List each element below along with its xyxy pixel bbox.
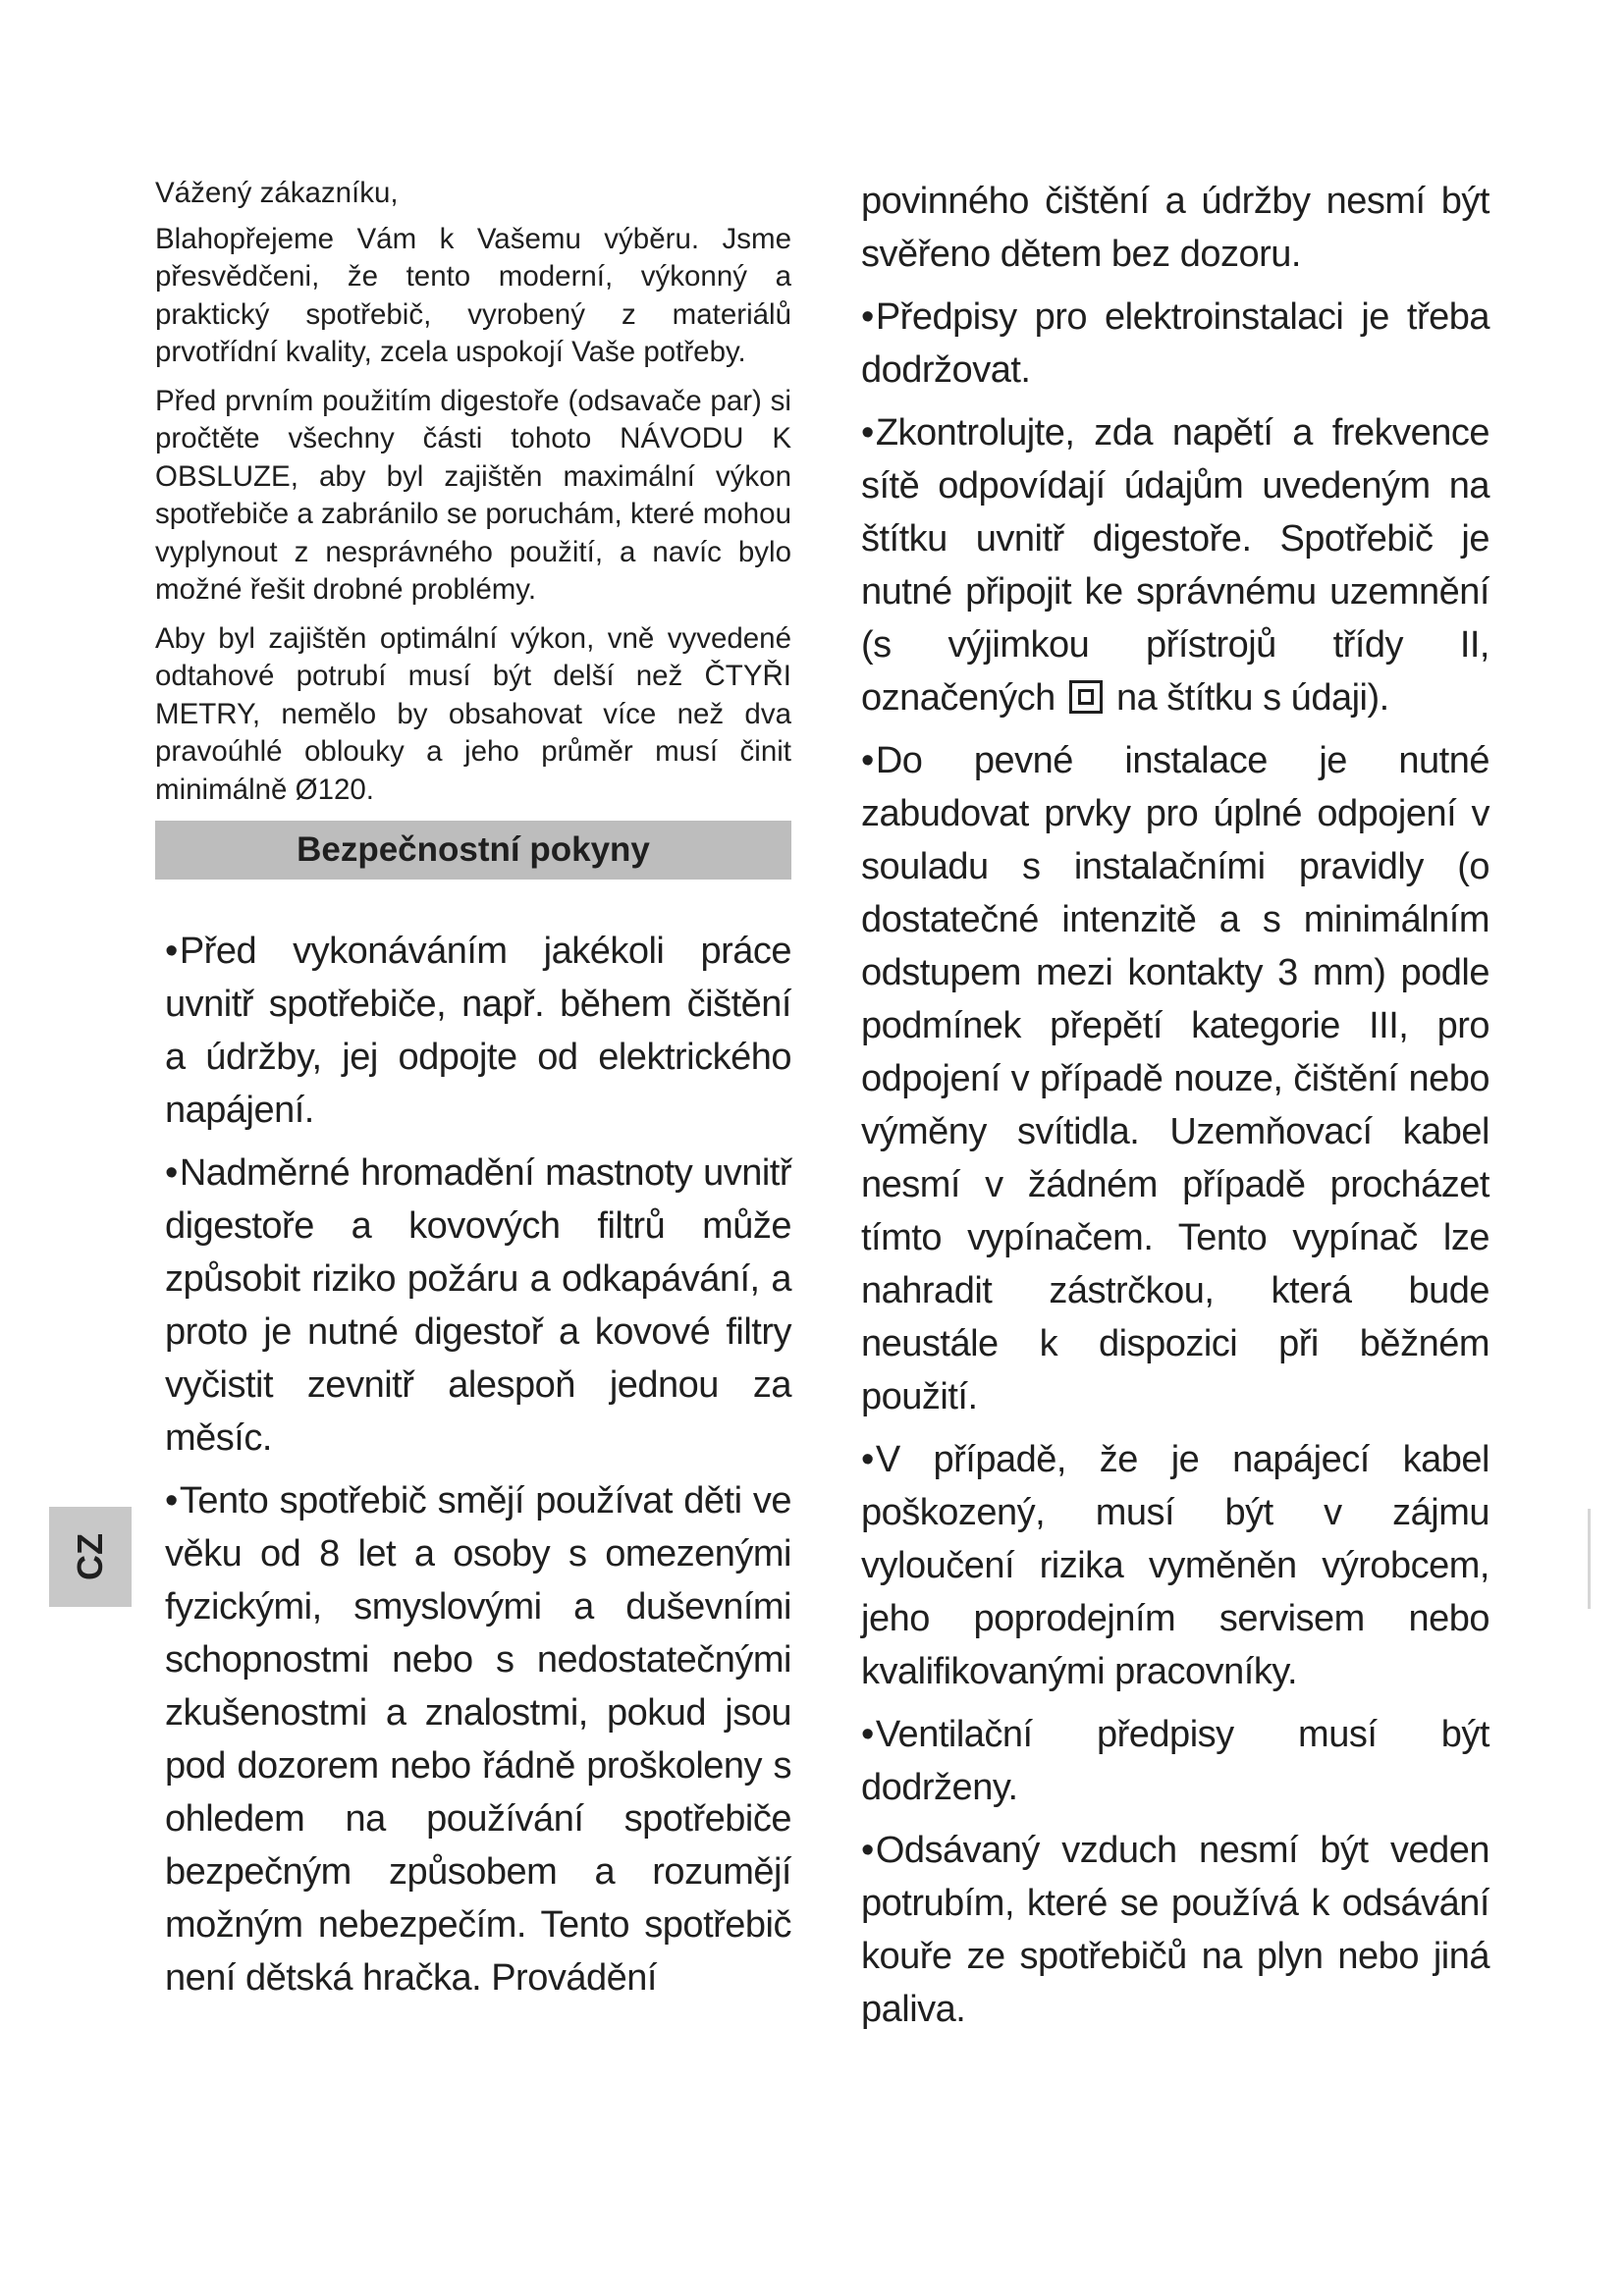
bullet-icon: • xyxy=(861,1439,874,1480)
bullet-text: Ventilační předpisy musí být dodrženy. xyxy=(861,1714,1489,1808)
bullet-text: Do pevné instalace je nutné zabudovat prvky pro úplné odpojení v souladu s instalačními pravidly (o dostatečné intenzitě a s minimálním odstupem mezi kontakty 3 mm) podle podmínek přepětí kategorie III, pro odpojení v případě nouze, čištění nebo výměny svítidla. Uzemňovací kabel nesmí v žádném případě procházet tímto vypínačem. Tento vypínač lze nahradit zástrčkou, která bude neustále k dispozici při běžném použití. xyxy=(861,740,1489,1417)
section-title: Bezpečnostní pokyny xyxy=(297,830,650,869)
bullet-item xyxy=(165,925,791,1137)
bullet-item xyxy=(165,1474,791,2004)
bullet-icon: • xyxy=(165,1152,178,1194)
bullet-icon: • xyxy=(165,931,178,972)
bullet-icon: • xyxy=(861,740,874,781)
bullet-text: Nadměrné hromadění mastnoty uvnitř digestoře a kovových filtrů může způsobit riziko požáru a odkapávání, a proto je nutné digestoř a kovové filtry vyčistit zevnitř alespoň jednou za měsíc. xyxy=(165,1152,791,1459)
double-square-icon xyxy=(1069,680,1103,714)
bullet-icon: • xyxy=(165,1480,178,1522)
safety-bullets-left xyxy=(155,925,791,2004)
bullet-icon: • xyxy=(861,1830,874,1871)
right-column xyxy=(861,175,1489,2046)
bullet-icon: • xyxy=(861,296,874,338)
bullet-text: Zkontrolujte, zda napětí a frekvence sítě odpovídají údajům uvedeným na štítku uvnitř digestoře. Spotřebič je nutné připojit ke správnému uzemnění (s výjimkou přístrojů třídy II, označených xyxy=(861,412,1489,719)
intro-paragraph-3: Aby byl zajištěn optimální výkon, vně vyvedené odtahové potrubí musí být delší než ČTYŘI METRY, nemělo by obsahovat více než dva pravoúhlé oblouky a jeho průměr musí činit minimálně Ø120. xyxy=(155,621,791,806)
page-edge-marker xyxy=(1588,1509,1591,1609)
left-column xyxy=(155,175,791,2014)
bullet-text: V případě, že je napájecí kabel poškozený, musí být v zájmu vyloučení rizika vyměněn výrobcem, jeho poprodejním servisem nebo kvalifikovanými pracovníky. xyxy=(861,1439,1489,1692)
bullet-item xyxy=(861,1433,1489,1698)
bullet-text-tail: na štítku s údaji). xyxy=(1115,677,1389,719)
greeting: Vážený zákazníku, xyxy=(155,177,399,209)
language-tab xyxy=(49,1507,132,1607)
bullet-text: Předpisy pro elektroinstalaci je třeba dodržovat. xyxy=(861,296,1489,391)
bullet-item xyxy=(861,1824,1489,2036)
bullet-icon: • xyxy=(861,1714,874,1755)
bullet-item xyxy=(861,734,1489,1423)
bullet-text: Tento spotřebič smějí používat děti ve věku od 8 let a osoby s omezenými fyzickými, smyslovými a duševními schopnostmi nebo s nedostatečnými zkušenostmi a znalostmi, pokud jsou pod dozorem nebo řádně proškoleny s ohledem na používání spotřebiče bezpečným způsobem a rozumějí možným nebezpečím. Tento spotřebič není dětská hračka. Provádění xyxy=(165,1480,791,1999)
continued-text: povinného čištění a údržby nesmí být svěřeno dětem bez dozoru. xyxy=(861,181,1489,275)
bullet-item xyxy=(861,1708,1489,1814)
bullet-text: Odsávaný vzduch nesmí být veden potrubím, které se používá k odsávání kouře ze spotřebičů na plyn nebo jiná paliva. xyxy=(861,1830,1489,2030)
bullet-item xyxy=(165,1147,791,1465)
intro-paragraph-1: Blahopřejeme Vám k Vašemu výběru. Jsme přesvědčeni, že tento moderní, výkonný a praktický spotřebič, vyrobený z materiálů prvotřídní kvality, zcela uspokojí Vaše potřeby. xyxy=(155,222,791,368)
bullet-item xyxy=(861,406,1489,724)
section-header xyxy=(155,821,791,880)
language-label: CZ xyxy=(70,1533,110,1580)
bullet-item xyxy=(861,291,1489,397)
bullet-icon: • xyxy=(861,412,874,454)
bullet-text: Před vykonáváním jakékoli práce uvnitř spotřebiče, např. během čištění a údržby, jej odpojte od elektrického napájení. xyxy=(165,931,791,1131)
intro-text xyxy=(155,175,791,809)
intro-paragraph-2: Před prvním použitím digestoře (odsavače par) si pročtěte všechny části tohoto NÁVODU K OBSLUZE, aby byl zajištěn maximální výkon spotřebiče a zabránilo se poruchám, které mohou vyplynout z nesprávného použití, a navíc bylo možné řešit drobné problémy. xyxy=(155,384,791,606)
